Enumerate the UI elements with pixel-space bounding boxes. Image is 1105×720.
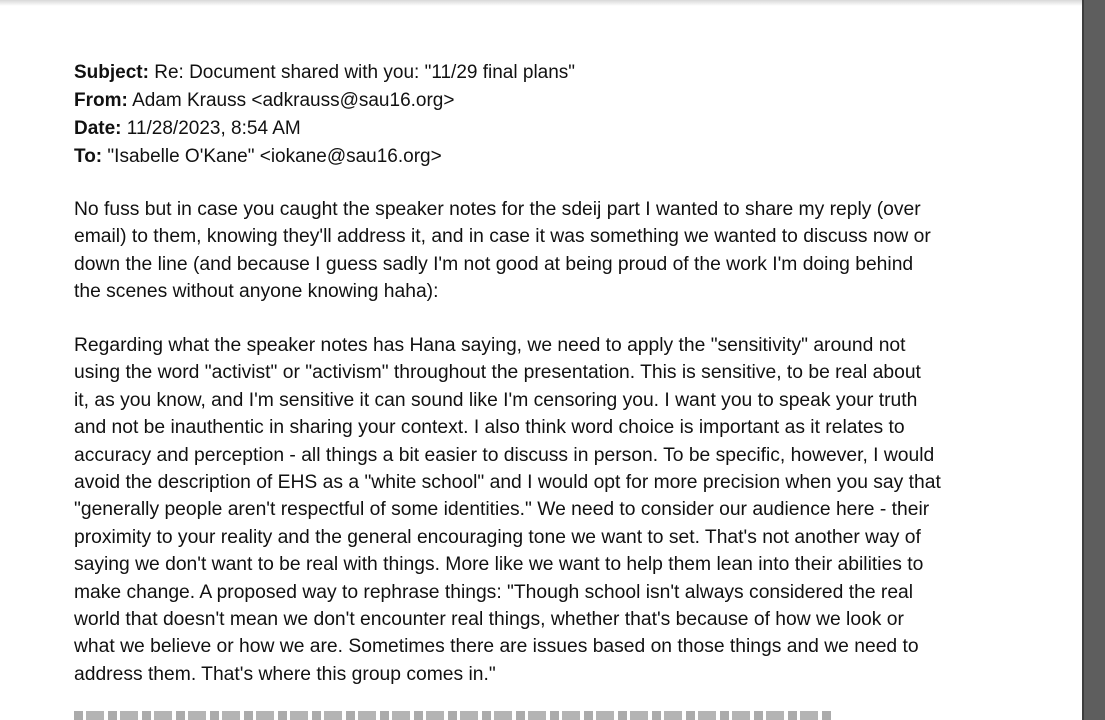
date-value: 11/28/2023, 8:54 AM	[126, 118, 301, 139]
body-paragraph-2	[74, 332, 1024, 688]
subject-row	[74, 59, 575, 87]
body-line: proximity to your reality and the general encouraging tone we want to set. That's not another way of	[74, 526, 921, 548]
from-value: Adam Krauss <adkrauss@sau16.org>	[132, 90, 455, 111]
to-row	[74, 143, 575, 171]
date-label: Date:	[74, 118, 122, 139]
cutoff-text-line	[74, 711, 834, 720]
body-line: saying we don't want to be real with things. More like we want to help them lean into their abilities to	[74, 554, 924, 576]
body-line: "generally people aren't respectful of some identities." We need to consider our audience here - their	[74, 499, 930, 521]
body-line: what we believe or how we are. Sometimes there are issues based on those things and we need to	[74, 636, 919, 658]
from-row	[74, 87, 575, 115]
email-header	[74, 59, 575, 171]
top-cutoff-strip	[0, 0, 1082, 6]
body-line: Regarding what the speaker notes has Hana saying, we need to apply the "sensitivity" around not	[74, 335, 906, 356]
body-line: make change. A proposed way to rephrase things: "Though school isn't always considered the real	[74, 581, 914, 603]
body-line: using the word "activist" or "activism" throughout the presentation. This is sensitive, to be real about	[74, 362, 921, 384]
body-line: address them. That's where this group comes in."	[74, 663, 496, 685]
from-label: From:	[74, 90, 128, 111]
body-paragraph-1	[74, 196, 1024, 306]
body-line: it, as you know, and I'm sensitive it can sound like I'm censoring you. I want you to speak your truth	[74, 389, 918, 411]
body-line: avoid the description of EHS as a "white school" and I would opt for more precision when you say that	[74, 472, 941, 494]
scrollbar-edge	[1082, 0, 1084, 720]
to-label: To:	[74, 146, 103, 167]
body-line: email) to them, knowing they'll address it, and in case it was something we wanted to discuss now or	[74, 226, 931, 248]
date-row	[74, 115, 575, 143]
to-value: "Isabelle O'Kane" <iokane@sau16.org>	[107, 146, 442, 167]
scrollbar[interactable]	[1082, 0, 1105, 720]
body-line: accuracy and perception - all things a bit easier to discuss in person. To be specific, however, I would	[74, 444, 935, 466]
body-line: and not be inauthentic in sharing your context. I also think word choice is important as it relates to	[74, 417, 905, 439]
subject-label: Subject:	[74, 62, 149, 83]
body-line: No fuss but in case you caught the speaker notes for the sdeij part I wanted to share my reply (over	[74, 199, 921, 220]
body-line: down the line (and because I guess sadly I'm not good at being proud of the work I'm doing behind	[74, 253, 914, 275]
subject-value: Re: Document shared with you: "11/29 final plans"	[154, 62, 576, 83]
body-line: world that doesn't mean we don't encounter real things, whether that's because of how we look or	[74, 609, 904, 631]
body-line: the scenes without anyone knowing haha):	[74, 281, 439, 303]
